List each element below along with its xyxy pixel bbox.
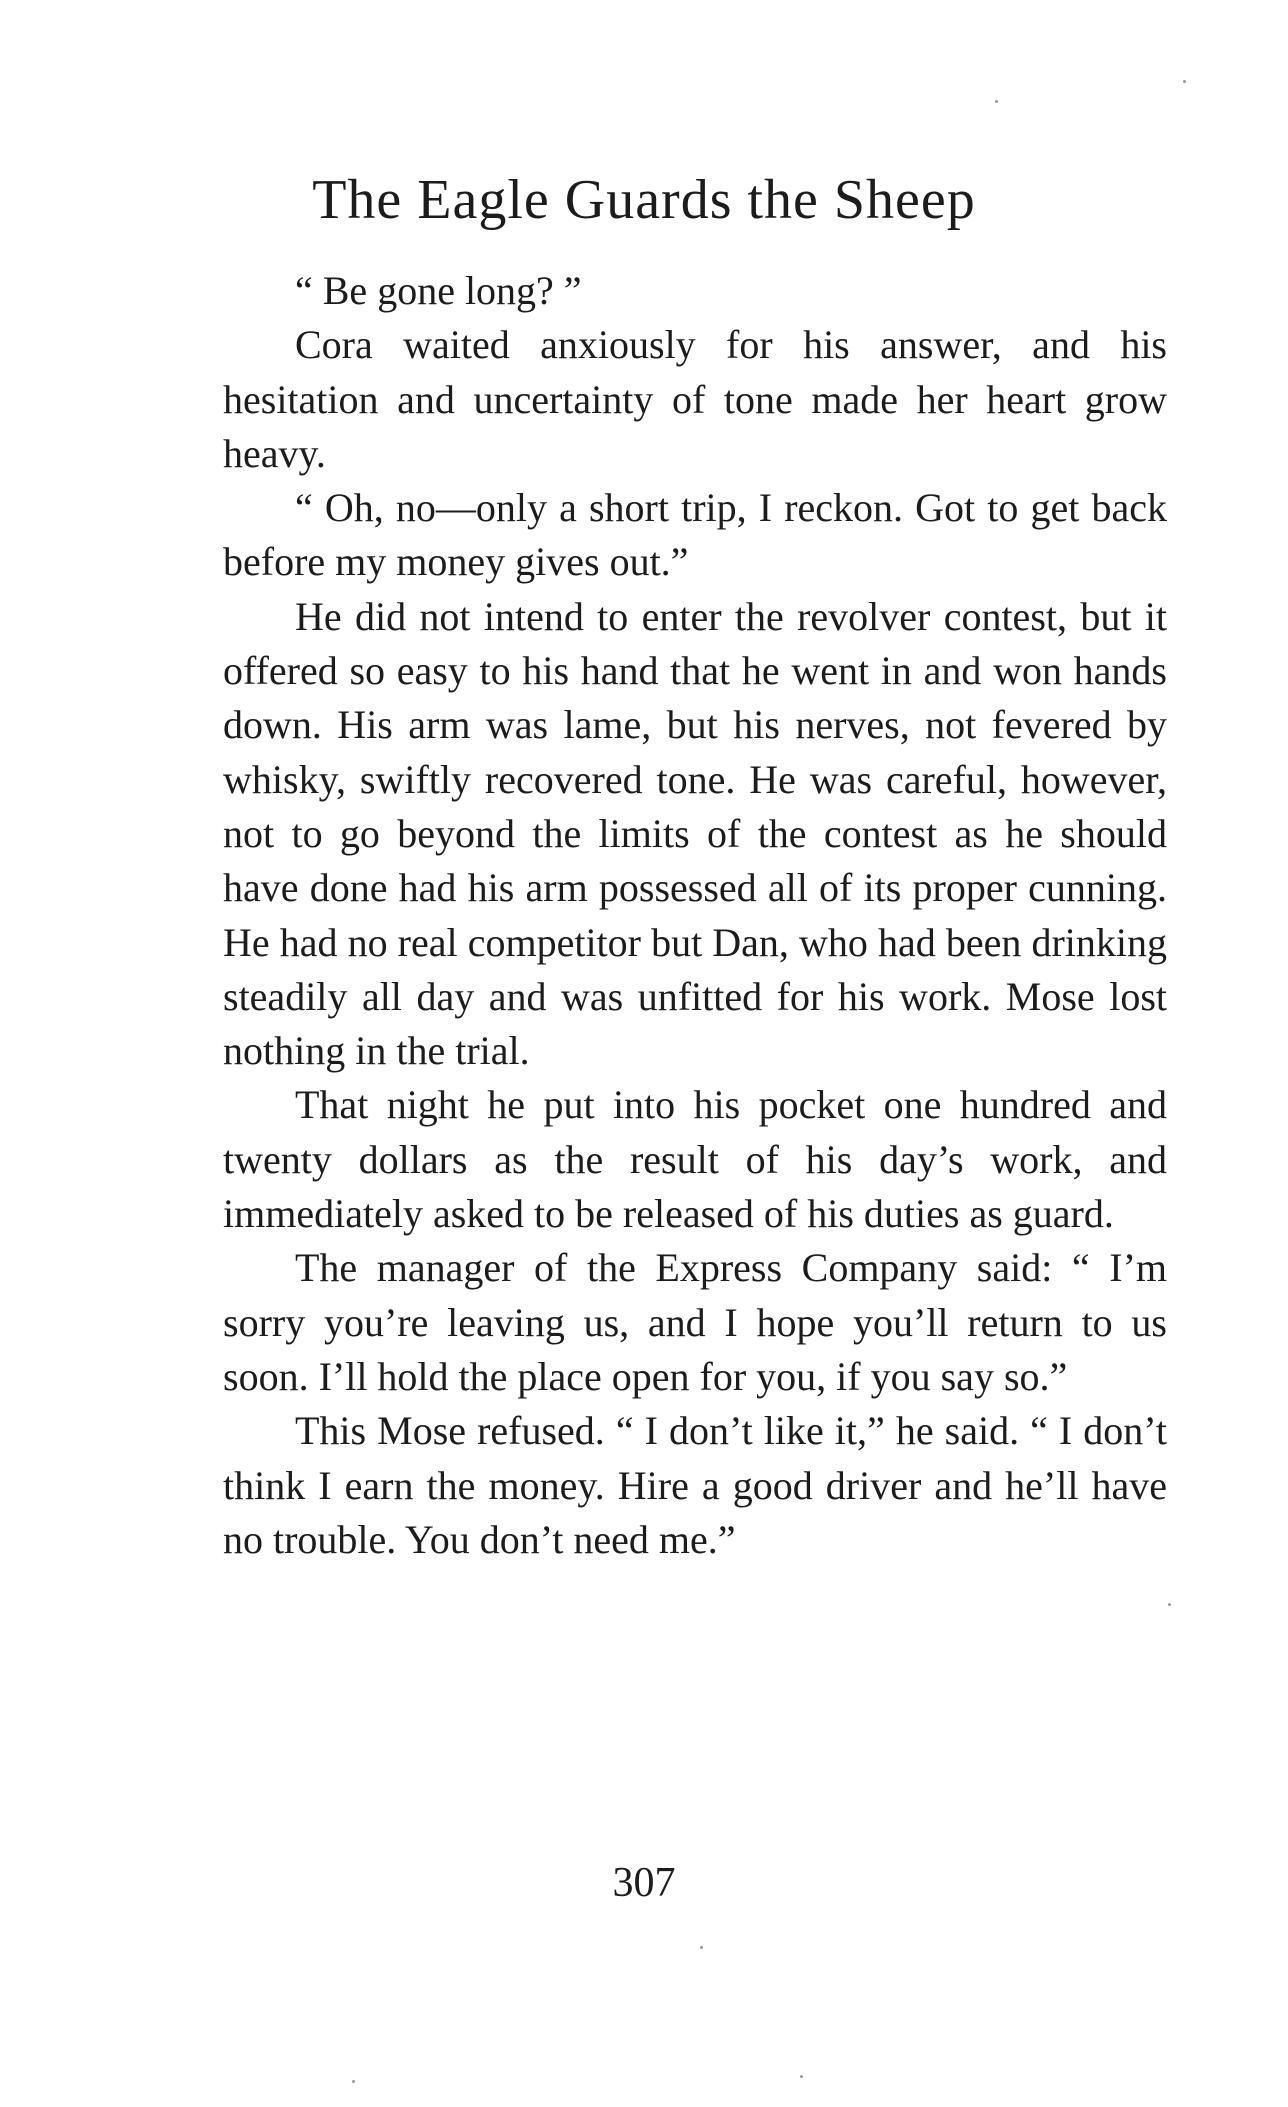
paragraph: The manager of the Express Company said: “ I’m sorry you’re leaving us, and I hope you’ll return to us soon. I’ll hold the place open for you, if you say so.” [223,1245,1167,1399]
paragraph: Cora waited anxiously for his answer, and his hesitation and uncertainty of tone made her heart grow heavy. [223,322,1167,476]
running-head: The Eagle Guards the Sheep [312,169,976,231]
paragraph: This Mose refused. “ I don’t like it,” he said. “ I don’t think I earn the money. Hire a good driver and he’ll have no trouble. You don’t need me.” [223,1408,1167,1562]
paper-speck [800,2075,803,2078]
paragraph: He did not intend to enter the revolver contest, but it offered so easy to his hand that he went in and won hands down. His arm was lame, but his nerves, not fevered by whisky, swiftly recovered tone. He was careful, however, not to go beyond the limits of the contest as he should have done had his arm possessed all of its proper cunning. He had no real competitor but Dan, who had been drinking steadily all day and was unfitted for his work. Mose lost nothing in the trial. [223,593,1167,1074]
paper-speck [1183,80,1186,83]
paper-speck [995,100,998,103]
paragraph: “ Oh, no—only a short trip, I reckon. Got to get back before my money gives out.” [223,485,1167,585]
paper-speck [1168,1603,1171,1606]
body-text [223,264,1167,1567]
paper-speck [700,1946,703,1949]
page-number: 307 [612,1860,676,1906]
paragraph: That night he put into his pocket one hundred and twenty dollars as the result of his day’s work, and immediately asked to be released of his duties as guard. [223,1082,1167,1237]
paragraph: “ Be gone long? ” [295,268,582,313]
paper-speck [352,2080,355,2083]
